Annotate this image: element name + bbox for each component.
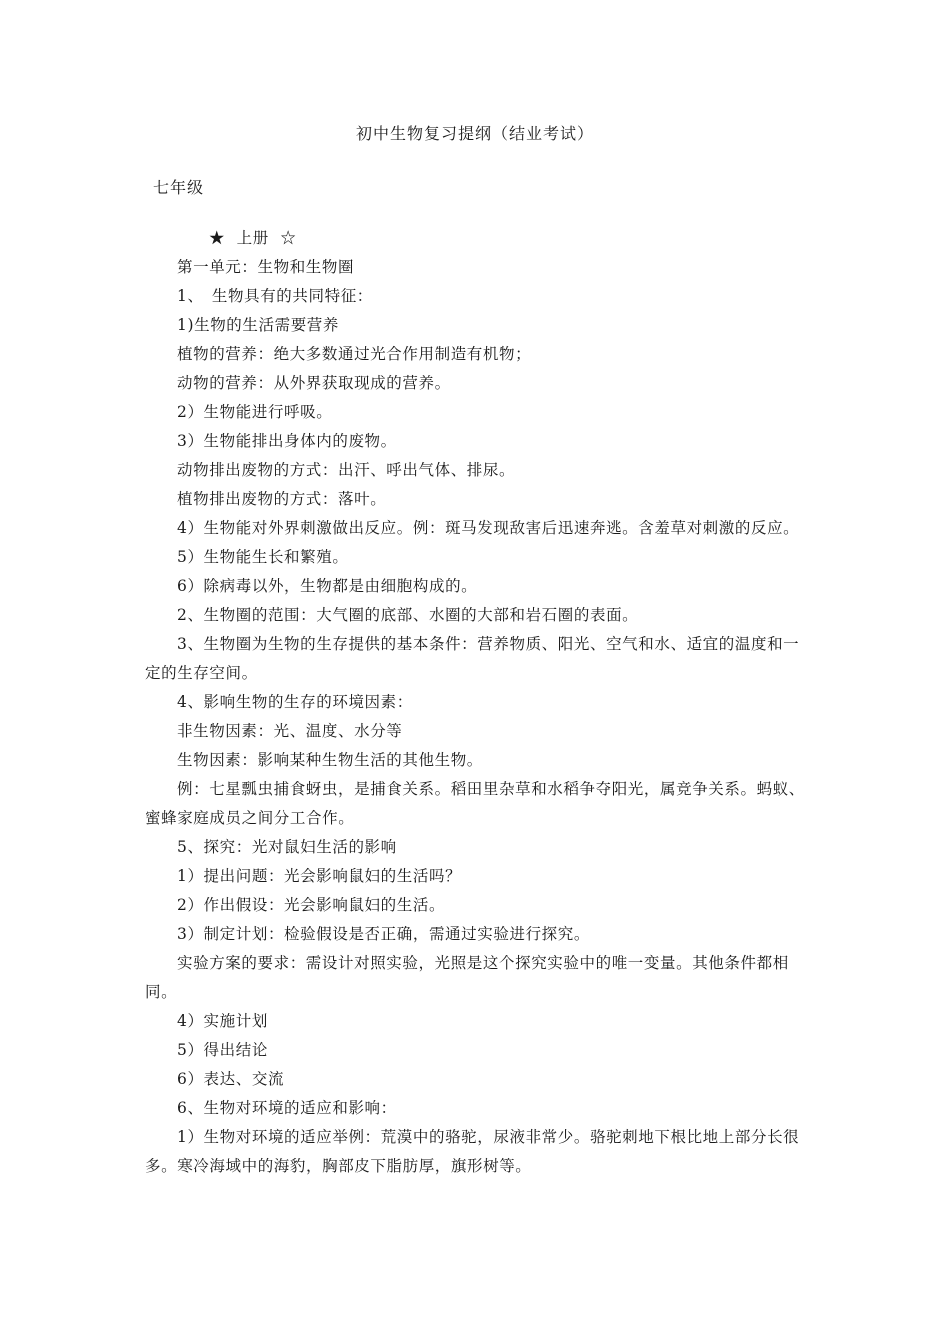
paragraph: 1、 生物具有的共同特征： (177, 287, 373, 305)
paragraph: 1)生物的生活需要营养 (177, 316, 340, 334)
paragraph: 5）生物能生长和繁殖。 (177, 548, 349, 566)
paragraph: 动物的营养：从外界获取现成的营养。 (177, 374, 451, 392)
paragraph: 4、影响生物的生存的环境因素： (177, 693, 413, 711)
paragraph: 6）表达、交流 (177, 1070, 285, 1088)
paragraph: 5）得出结论 (177, 1041, 268, 1059)
paragraph: 3、生物圈为生物的生存提供的基本条件：营养物质、阳光、空气和水、适宜的温度和一定的生存空间。 (145, 635, 800, 682)
paragraph: 动物排出废物的方式：出汗、呼出气体、排尿。 (177, 461, 516, 479)
paragraph: 5、探究：光对鼠妇生活的影响 (177, 838, 397, 856)
paragraph: 2）作出假设：光会影响鼠妇的生活。 (177, 896, 446, 914)
paragraph: 生物因素：影响某种生物生活的其他生物。 (177, 751, 483, 769)
paragraph: 例：七星瓢虫捕食蚜虫，是捕食关系。稻田里杂草和水稻争夺阳光，属竞争关系。蚂蚁、蜜蜂家庭成员之间分工合作。 (145, 780, 805, 827)
paragraph: 6、生物对环境的适应和影响： (177, 1099, 397, 1117)
paragraph: 植物排出废物的方式：落叶。 (177, 490, 387, 508)
volume-heading (145, 224, 815, 253)
grade-heading: 七年级 (153, 178, 205, 197)
paragraph: 第一单元：生物和生物圈 (177, 258, 355, 276)
paragraph: 植物的营养：绝大多数通过光合作用制造有机物； (177, 345, 532, 363)
paragraph: 2、生物圈的范围：大气圈的底部、水圈的大部和岩石圈的表面。 (177, 606, 639, 624)
paragraph: 4）生物能对外界刺激做出反应。例：斑马发现敌害后迅速奔逃。含羞草对刺激的反应。 (177, 519, 800, 537)
paragraph: 3）制定计划：检验假设是否正确，需通过实验进行探究。 (177, 925, 590, 943)
paragraph: 2）生物能进行呼吸。 (177, 403, 333, 421)
page-title: 初中生物复习提纲（结业考试） (355, 124, 594, 143)
volume-label: ★ 上册 ☆ (209, 229, 297, 247)
paragraph: 4）实施计划 (177, 1012, 268, 1030)
document-body (145, 224, 815, 1181)
paragraph: 3）生物能排出身体内的废物。 (177, 432, 397, 450)
paragraph: 实验方案的要求：需设计对照实验，光照是这个探究实验中的唯一变量。其他条件都相同。 (145, 954, 789, 1001)
paragraph: 1）提出问题：光会影响鼠妇的生活吗？ (177, 867, 462, 885)
paragraph: 6）除病毒以外，生物都是由细胞构成的。 (177, 577, 478, 595)
paragraph: 1）生物对环境的适应举例：荒漠中的骆驼，尿液非常少。骆驼刺地下根比地上部分长很多。寒冷海域中的海豹，胸部皮下脂肪厚，旗形树等。 (145, 1128, 800, 1175)
paragraph: 非生物因素：光、温度、水分等 (177, 722, 403, 740)
